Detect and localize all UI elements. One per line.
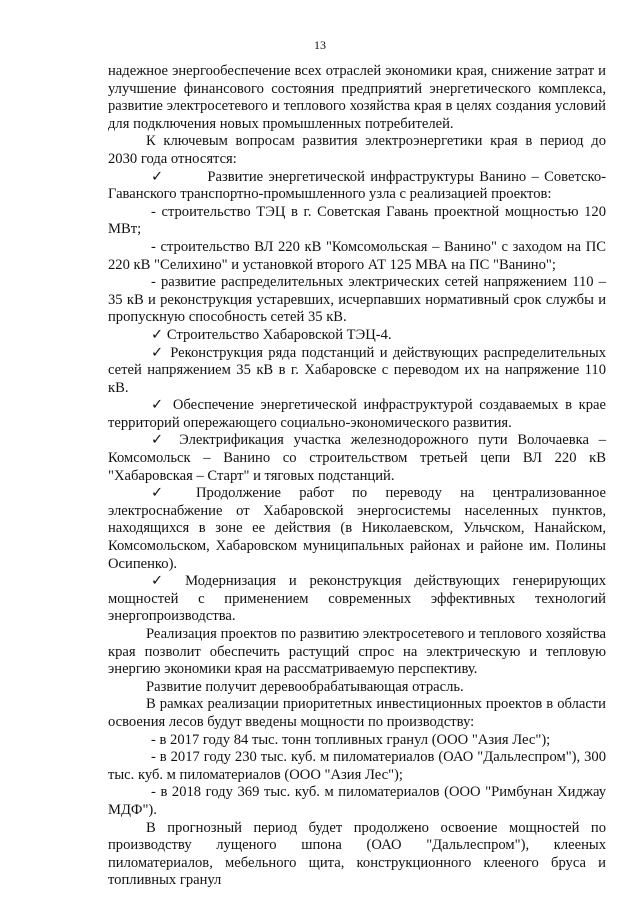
dash-item-distribution-networks: - развитие распределительных электрических сетей напряжением 110 – 35 кВ и реконструкция устаревших, исчерпавших нормативный срок службы и пропускную способность сетей 35 кВ. (108, 274, 606, 326)
dash-item-vl-220: - строительство ВЛ 220 кВ "Комсомольская – Ванино" с заходом на ПС 220 кВ "Селихино" и установкой второго АТ 125 МВА на ПС "Ванино"; (108, 238, 606, 273)
paragraph-woodworking: Развитие получит деревообрабатывающая отрасль. (146, 678, 464, 695)
checklist-item-modernization: ✓ Модернизация и реконструкция действующих генерирующих мощностей с применением современных эффективных технологий энергопроизводства. (108, 573, 606, 625)
checklist-item-vanino-infrastructure: ✓ Развитие энергетической инфраструктуры Ванино – Советско-Гаванского транспортно-промышленного узла с реализацией проектов: (108, 168, 606, 203)
paragraph-projects-result: Реализация проектов по развитию электросетевого и теплового хозяйства края позволит обеспечить растущий спрос на электрическую и тепловую энергию экономики края на рассматриваемую перспективу. (108, 626, 606, 678)
dash-item-2017-pellets: - в 2017 году 84 тыс. тонн топливных гранул (ООО "Азия Лес"); (151, 731, 551, 748)
dash-item-2017-lumber: - в 2017 году 230 тыс. куб. м пиломатериалов (ОАО "Дальлеспром"), 300 тыс. куб. м пиломатериалов (ООО "Азия Лес"); (108, 749, 606, 783)
body-text (108, 63, 606, 890)
checklist-item-railway-electrification: ✓ Электрификация участка железнодорожного пути Волочаевка – Комсомольск – Ванино со строительством третьей цепи ВЛ 220 кВ "Хабаровская – Старт" и тяговых подстанций. (108, 432, 606, 484)
paragraph-continuation: надежное энергообеспечение всех отраслей экономики края, снижение затрат и улучшение финансового состояния предприятий энергетического комплекса, развитие электросетевого и теплового хозяйства края в целях создания условий для подключения новых промышленных потребителей. (108, 63, 606, 132)
paragraph-forecast-period: В прогнозный период будет продолжено освоение мощностей по производству лущеного шпона (ОАО "Дальлеспром"), клееных пиломатериалов, мебельного щита, конструкционного клееного бруса и топливных гранул (108, 819, 606, 889)
checklist-item-centralized-supply: ✓ Продолжение работ по переводу на централизованное электроснабжение от Хабаровской энергосистемы населенных пунктов, находящихся в зоне ее действия (в Николаевском, Ульчском, Нанайском, Комсомольском, Хабаровском муниципальных районах и районе им. Полины Осипенко). (108, 485, 606, 572)
dash-item-2018-lumber: - в 2018 году 369 тыс. куб. м пиломатериалов (ООО "Римбунан Хиджау МДФ"). (108, 784, 606, 818)
checklist-item-tor-infrastructure: ✓ Обеспечение энергетической инфраструктурой создаваемых в крае территорий опережающего социально-экономического развития. (108, 397, 606, 431)
paragraph-investment-projects: В рамках реализации приоритетных инвестиционных проектов в области освоения лесов будут введены мощности по производству: (108, 696, 606, 730)
checklist-item-substations: ✓ Реконструкция ряда подстанций и действующих распределительных сетей напряжением 35 кВ в г. Хабаровске с переводом их на напряжение 110 кВ. (108, 344, 606, 396)
paragraph-key-issues-intro: К ключевым вопросам развития электроэнергетики края в период до 2030 года относятся: (108, 133, 606, 167)
dash-item-tec-sovgavan: - строительство ТЭЦ в г. Советская Гавань проектной мощностью 120 МВт; (108, 203, 606, 238)
checklist-item-tec-4: ✓ Строительство Хабаровской ТЭЦ-4. (151, 326, 392, 343)
page-number: 13 (314, 38, 326, 52)
